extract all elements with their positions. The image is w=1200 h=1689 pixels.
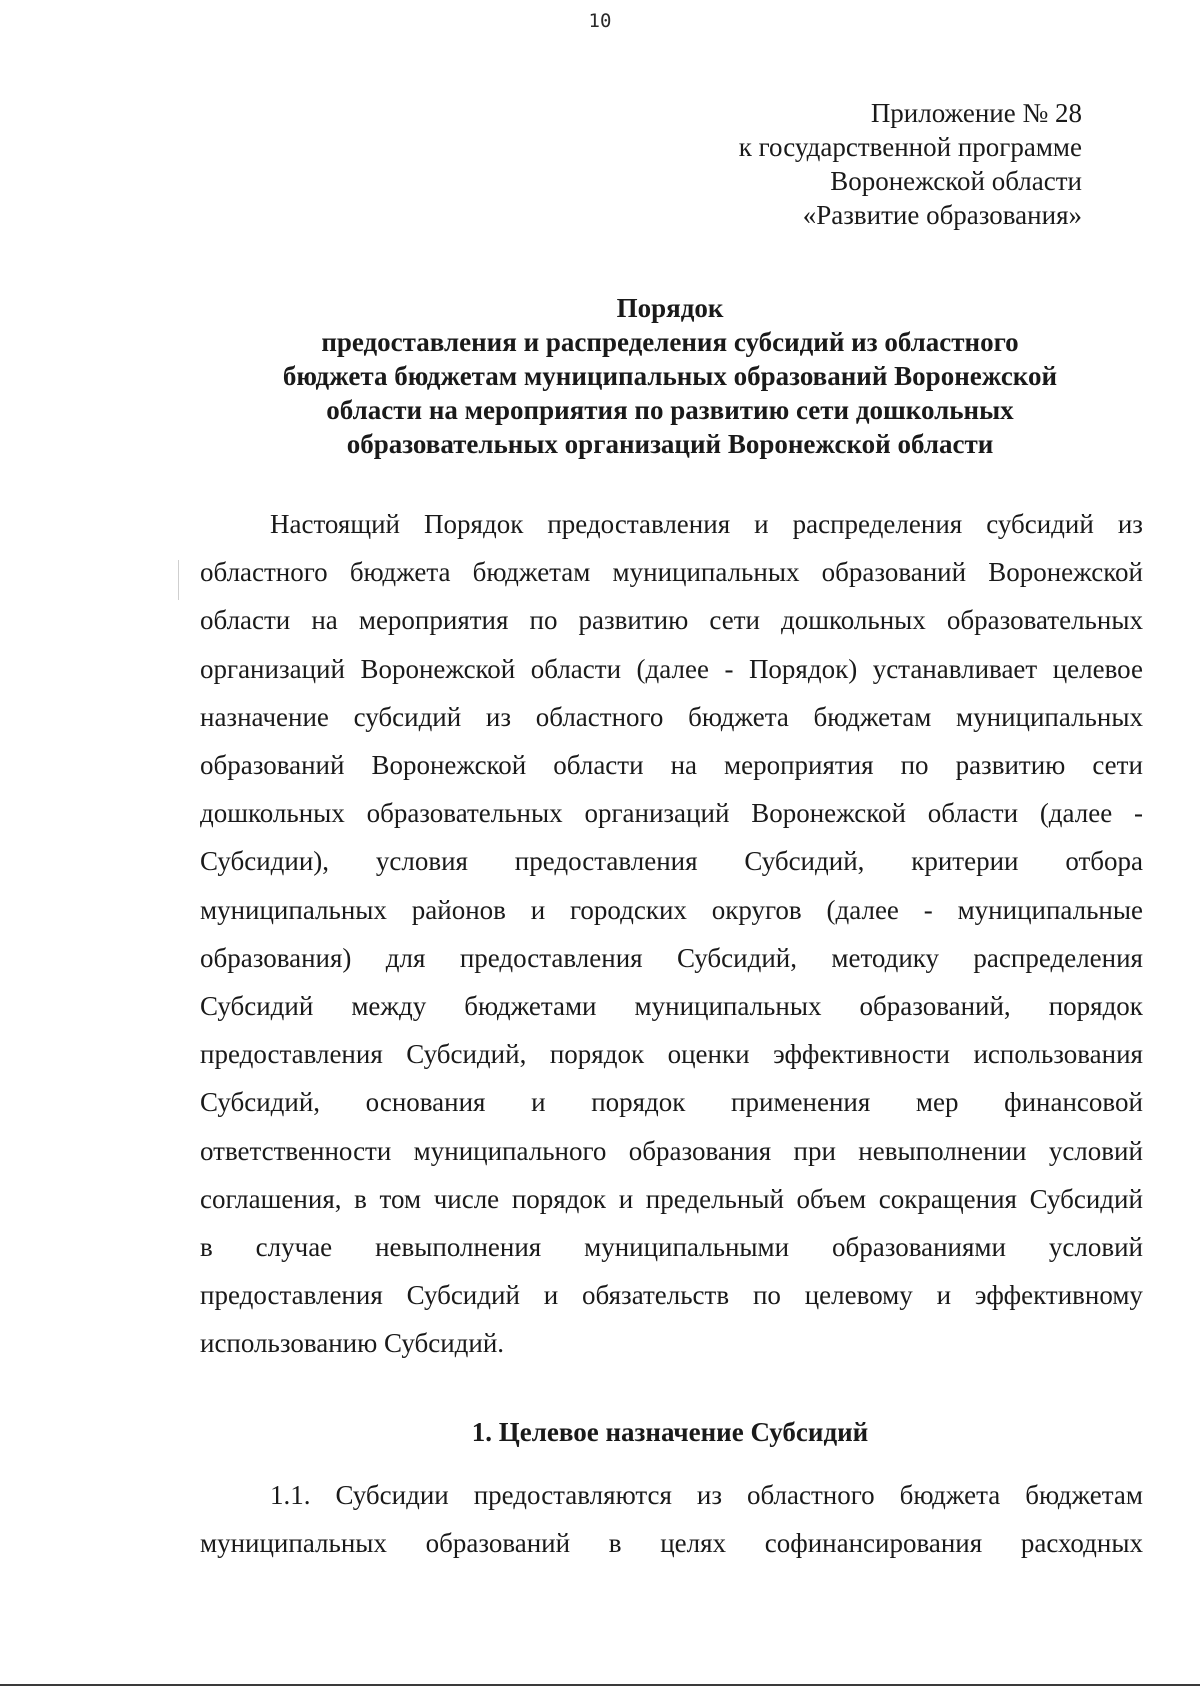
paragraph-line: Субсидии), условия предоставления Субсидий, критерии отбора [200, 846, 1143, 877]
paragraph-line: области на мероприятия по развитию сети дошкольных образовательных [200, 605, 1143, 636]
paragraph-line: дошкольных образовательных организаций Воронежской области (далее - [200, 798, 1143, 829]
paragraph-line: образований Воронежской области на мероприятия по развитию сети [200, 750, 1143, 781]
paragraph-line: соглашения, в том числе порядок и предельный объем сокращения Субсидий [200, 1183, 1143, 1214]
appendix-line: «Развитие образования» [802, 200, 1082, 230]
appendix-line: Воронежской области [830, 166, 1082, 196]
paragraph-line: предоставления Субсидий, порядок оценки эффективности использования [200, 1039, 1143, 1070]
title-line: Порядок [616, 293, 724, 323]
paragraph-line: муниципальных образований в целях софинансирования расходных [200, 1528, 1143, 1559]
appendix-line: к государственной программе [738, 132, 1082, 162]
paragraph-line: в случае невыполнения муниципальными образованиями условий [200, 1232, 1143, 1263]
bottom-scan-edge [0, 1684, 1200, 1686]
page-number: 10 [588, 10, 612, 32]
section-heading: 1. Целевое назначение Субсидий [471, 1417, 869, 1447]
paragraph-line: муниципальных районов и городских округов (далее - муниципальные [200, 894, 1143, 925]
title-line: образовательных организаций Воронежской области [346, 429, 994, 459]
intro-paragraph [200, 500, 1143, 1368]
paragraph-line: Субсидий, основания и порядок применения мер финансовой [200, 1087, 1143, 1118]
appendix-line: Приложение № 28 [870, 98, 1082, 128]
paragraph-line: образования) для предоставления Субсидий, методику распределения [200, 942, 1143, 973]
paragraph-line: назначение субсидий из областного бюджета бюджетам муниципальных [200, 701, 1143, 732]
appendix-reference [739, 96, 1082, 232]
paragraph-line: предоставления Субсидий и обязательств по целевому и эффективному [200, 1280, 1143, 1311]
title-line: бюджета бюджетам муниципальных образований Воронежской [282, 361, 1058, 391]
paragraph-line: организаций Воронежской области (далее - Порядок) устанавливает целевое [200, 653, 1143, 684]
title-line: области на мероприятия по развитию сети дошкольных [326, 395, 1014, 425]
document-title [100, 291, 1200, 461]
title-line: предоставления и распределения субсидий из областного [321, 327, 1019, 357]
paragraph-line: ответственности муниципального образования при невыполнении условий [200, 1135, 1143, 1166]
paragraph-line: Субсидий между бюджетами муниципальных образований, порядок [200, 991, 1143, 1022]
paragraph-line: областного бюджета бюджетам муниципальных образований Воронежской [200, 557, 1143, 588]
section-paragraph [200, 1471, 1143, 1567]
scan-mark [178, 560, 179, 600]
paragraph-line: 1.1. Субсидии предоставляются из областного бюджета бюджетам [270, 1480, 1143, 1510]
paragraph-line: Настоящий Порядок предоставления и распределения субсидий из [270, 509, 1143, 539]
paragraph-line: использованию Субсидий. [200, 1328, 505, 1359]
